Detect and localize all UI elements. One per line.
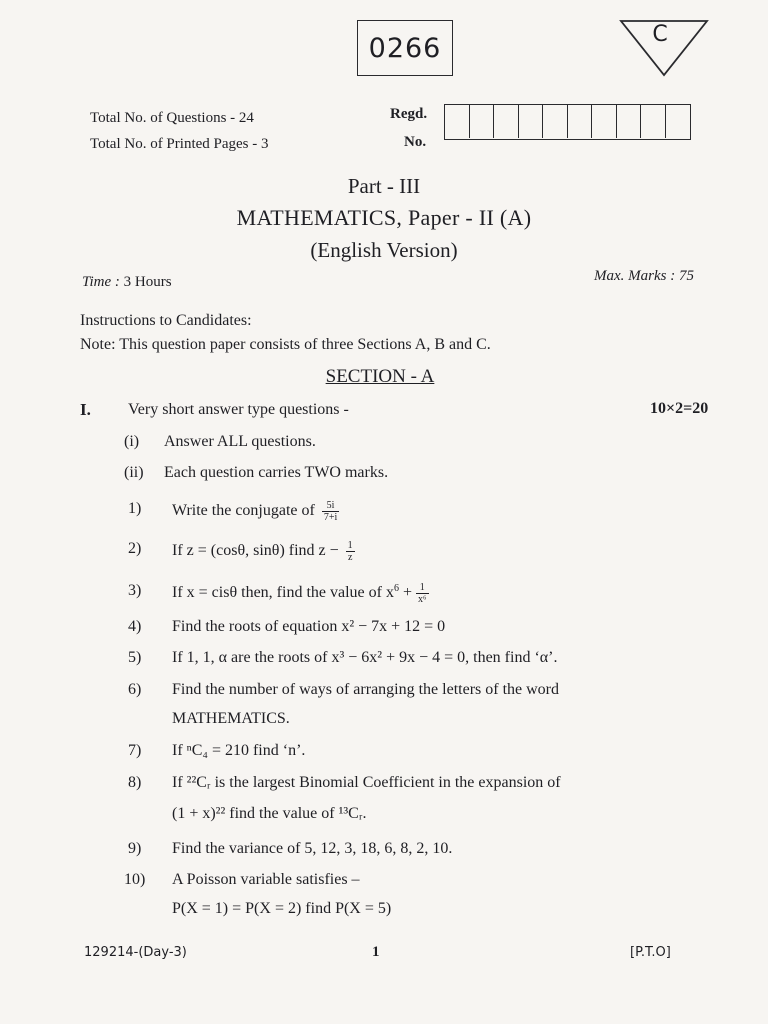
question-num: 6) xyxy=(128,681,142,698)
question-text-continued: P(X = 1) = P(X = 2) find P(X = 5) xyxy=(172,900,392,917)
sub-instruction-text: Answer ALL questions. xyxy=(164,433,316,450)
part-title: Part - III xyxy=(347,174,421,198)
total-questions: Total No. of Questions - 24 xyxy=(90,110,254,126)
question-text: If 1, 1, α are the roots of x³ − 6x² + 9x − 4 = 0, then find ‘α’. xyxy=(172,649,558,666)
question-stem: Write the conjugate of xyxy=(172,502,315,520)
regd-cell xyxy=(592,105,617,138)
question-num: 8) xyxy=(128,774,142,791)
question-text: Find the variance of 5, 12, 3, 18, 6, 8, 2, 10. xyxy=(172,840,453,857)
question-num: 7) xyxy=(128,742,142,759)
regd-cell xyxy=(543,105,568,138)
question-text-continued: MATHEMATICS. xyxy=(172,710,290,727)
regd-cell xyxy=(666,105,691,138)
sub-instruction-num: (i) xyxy=(124,433,140,450)
question-num: 4) xyxy=(128,618,142,635)
plus-sign: + xyxy=(398,584,416,602)
fraction-denominator: 7+i xyxy=(323,512,338,523)
regd-cell xyxy=(568,105,593,138)
subject-title: MATHEMATICS, Paper - II (A) xyxy=(236,205,532,230)
question-text: Find the roots of equation x² − 7x + 12 = 0 xyxy=(172,618,446,635)
instructions-note: Note: This question paper consists of three Sections A, B and C. xyxy=(80,336,491,353)
footer-page-number: 1 xyxy=(372,944,380,960)
regd-number-grid xyxy=(444,104,691,140)
fraction-numerator: 1 xyxy=(347,540,353,551)
fraction-numerator: 1 xyxy=(416,582,429,594)
fraction-numerator: 5i xyxy=(322,500,339,512)
footer-code: 129214-(Day-3) xyxy=(84,945,187,960)
question-num: 3) xyxy=(128,582,142,599)
regd-cell xyxy=(519,105,544,138)
question-num: 2) xyxy=(128,540,142,557)
question-num: 10) xyxy=(124,871,146,888)
fraction xyxy=(346,540,355,563)
question-text: Find the number of ways of arranging the letters of the word xyxy=(172,681,560,698)
question-text: If ²²Cᵣ is the largest Binomial Coefficient in the expansion of xyxy=(172,774,561,791)
question-num: 1) xyxy=(128,500,142,517)
question-num: 9) xyxy=(128,840,142,857)
regd-cell xyxy=(641,105,666,138)
question-text: If ⁿC₄ = 210 find ‘n’. xyxy=(172,742,306,759)
regd-cell xyxy=(470,105,495,138)
paper-code-box xyxy=(357,20,453,76)
footer-pto: [P.T.O] xyxy=(630,945,671,960)
section-title: SECTION - A xyxy=(325,366,435,387)
regd-no-label: No. xyxy=(404,134,427,150)
instructions-heading: Instructions to Candidates: xyxy=(80,312,252,329)
fraction xyxy=(416,582,429,605)
regd-cell xyxy=(494,105,519,138)
question-text xyxy=(172,540,355,563)
paper-code: 0266 xyxy=(368,32,442,64)
superscript: 6 xyxy=(393,582,399,594)
question-text xyxy=(172,500,339,523)
question-text xyxy=(172,582,429,605)
time-label: Time : xyxy=(82,274,120,290)
fraction-denominator: z xyxy=(347,552,353,563)
question-text-continued: (1 + x)²² find the value of ¹³Cᵣ. xyxy=(172,805,367,822)
time-allowed xyxy=(82,274,172,291)
max-marks: Max. Marks : 75 xyxy=(594,268,694,284)
version-title: (English Version) xyxy=(310,238,458,262)
regd-label: Regd. xyxy=(390,106,428,122)
regd-cell xyxy=(445,105,470,138)
regd-cell xyxy=(617,105,642,138)
question-stem: If z = (cosθ, sinθ) find z − xyxy=(172,542,339,560)
section-marks: 10×2=20 xyxy=(650,400,709,417)
fraction-denominator: x⁶ xyxy=(418,594,427,605)
section-roman: I. xyxy=(80,400,91,419)
fraction xyxy=(322,500,339,523)
time-value: 3 Hours xyxy=(123,274,172,290)
total-pages: Total No. of Printed Pages - 3 xyxy=(90,136,269,152)
sub-instruction-num: (ii) xyxy=(124,464,144,481)
question-text: A Poisson variable satisfies – xyxy=(172,871,360,888)
section-heading: Very short answer type questions - xyxy=(128,401,349,418)
question-stem: If x = cisθ then, find the value of x xyxy=(172,584,394,602)
sub-instruction-text: Each question carries TWO marks. xyxy=(164,464,389,481)
set-code: C xyxy=(652,22,668,47)
question-num: 5) xyxy=(128,649,142,666)
